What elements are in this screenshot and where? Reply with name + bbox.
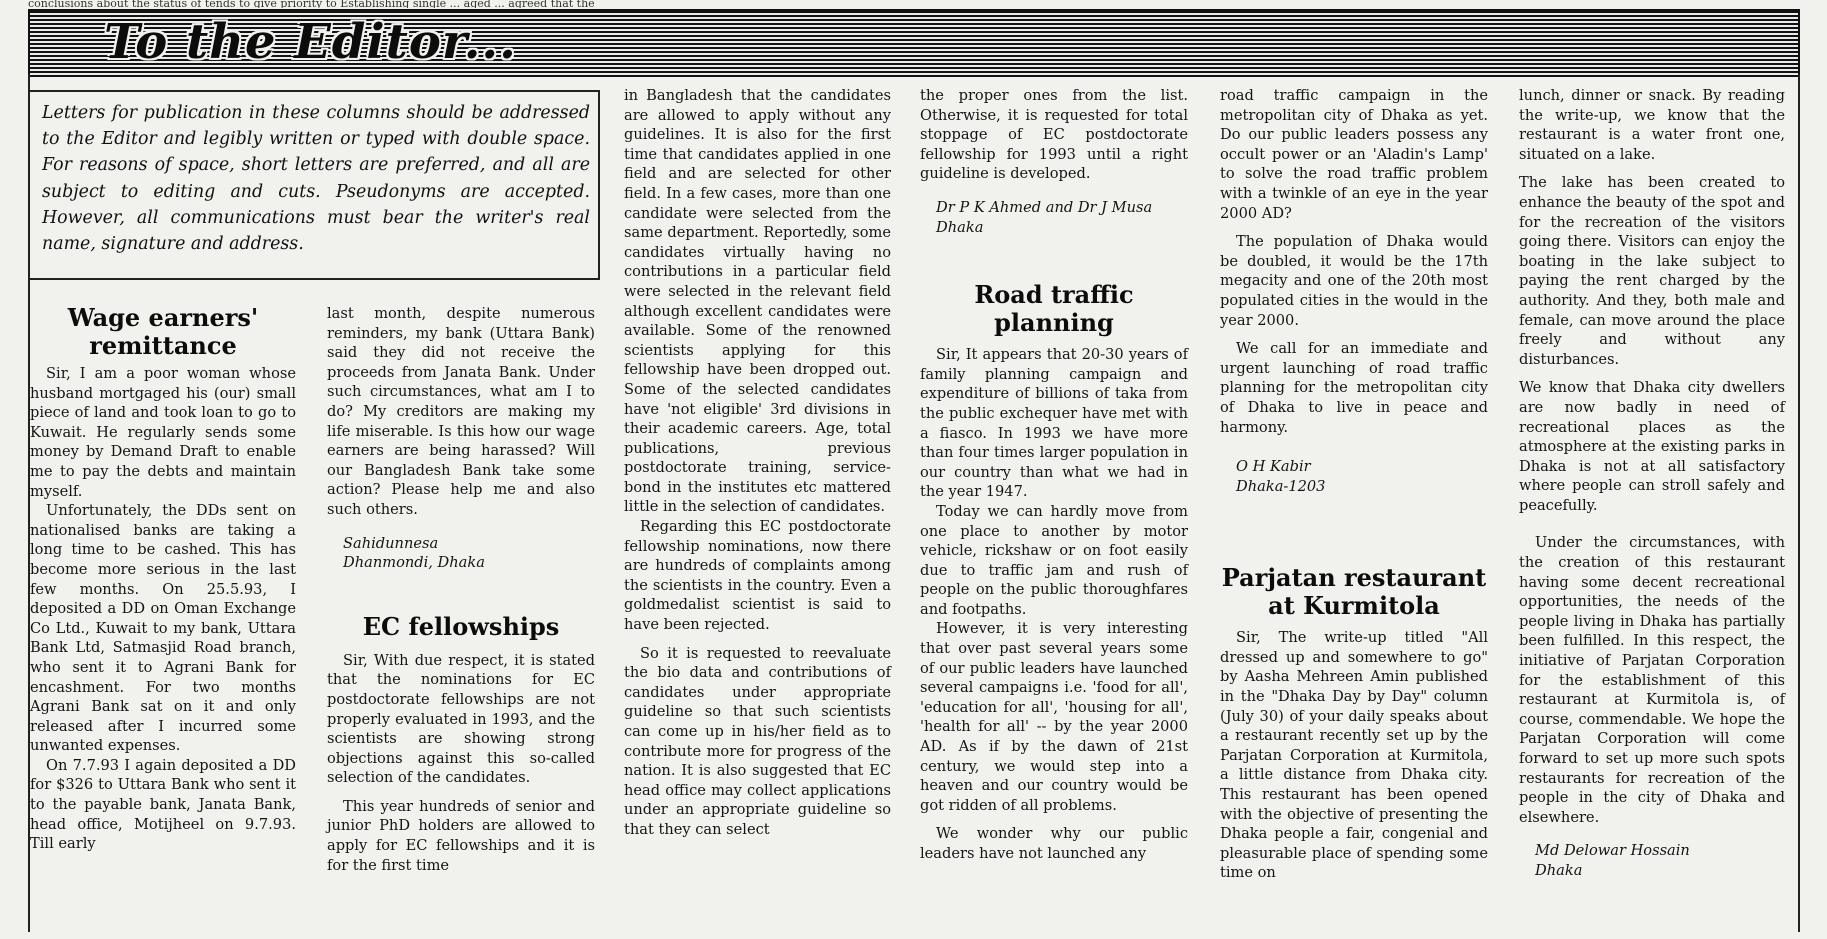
ec-heading: EC fellowships — [362, 611, 560, 641]
road-paragraph: road traffic campaign in the metropolitan city of Dhaka as yet. Do our public leaders possess any occult power or an 'Aladin's Lamp' to solve the road traffic problem with a twinkle of an eye in the year 2000 AD? — [1220, 87, 1488, 222]
parjatan-paragraph: The lake has been created to enhance the beauty of the spot and for the recreation of the visitors going there. Visitors can enjoy the boating in the lake subject to paying the rent charged by the authority. And they, both male and female, can move around the place freely and without any disturbances. — [1519, 174, 1785, 368]
road-paragraph: We wonder why our public leaders have not launched any — [920, 825, 1188, 862]
previous-article-cutoff-line: conclusions about the status of tends to give priority to Establishing single ... aged ... agreed that the — [28, 0, 595, 8]
column-3 — [624, 86, 891, 840]
parjatan-paragraph: Under the circumstances, with the creation of this restaurant having some decent recreational opportunities, the needs of the people living in Dhaka has partially been fulfilled. In this respect, the initiative of Parjatan Corporation for the establishment of this restaurant at Kurmitola is, of course, commendable. We hope the Parjatan Corporation will come forward to set up more such spots restaurants for recreation of the people in the city of Dhaka and elsewhere. — [1519, 534, 1785, 826]
parjatan-signature-place: Dhaka — [1535, 861, 1583, 879]
parjatan-paragraph: Sir, The write-up titled "All dressed up and somewhere to go" by Aasha Mehreen Amin published in the "Dhaka Day by Day" column (July 30) of your daily speaks about a restaurant recently set up by the Parjatan Corporation at Kurmitola, a little distance from Dhaka city. This restaurant has been opened with the objective of presenting the Dhaka people a fair, congenial and pleasurable place of spending some time on — [1220, 629, 1488, 882]
ec-paragraph: Sir, With due respect, it is stated that the nominations for EC postdoctorate fellowships are not properly evaluated in 1993, and the scientists are showing strong objections against this so-called selection of the candidates. — [327, 651, 595, 787]
road-paragraph: Today we can hardly move from one place to another by motor vehicle, rickshaw or on foot easily due to traffic jam and rush of people on the public thoroughfares and footpaths. — [920, 502, 1188, 618]
road-paragraph: However, it is very interesting that over past several years some of our public leaders have launched several campaigns i.e. 'food for all', 'education for all', 'housing for all', 'health for all' -- by the year 2000 AD. As if by the dawn of 21st century, we would step into a heaven and our country would be got ridden of all problems. — [920, 620, 1188, 814]
ec-paragraph: This year hundreds of senior and junior PhD holders are allowed to apply for EC fellowships and it is for the first time — [327, 797, 595, 874]
ec-paragraph: the proper ones from the list. Otherwise, it is requested for total stoppage of EC postdoctorate fellowship for 1993 until a right guideline is developed. — [920, 87, 1188, 183]
section-title: To the Editor... — [104, 14, 517, 70]
editor-notice-box: Letters for publication in these columns should be addressed to the Editor and legibly written or typed with double space. For reasons of space, short letters are preferred, and all are subject to editing and cuts. Pseudonyms are accepted. However, all communications must bear the writer's real name, signature and address. — [28, 90, 600, 280]
column-1 — [30, 304, 296, 854]
wage-paragraph: last month, despite numerous reminders, my bank (Uttara Bank) said they did not receive the proceeds from Janata Bank. Under such circumstances, what am I to do? My creditors are making my life miserable. Is this how our wage earners are being harassed? Will our Bangladesh Bank take some action? Please help me and also such others. — [327, 305, 595, 518]
wage-paragraph: Sir, I am a poor woman whose husband mortgaged his (our) small piece of land and took loan to go to Kuwait. He regularly sends some money by Demand Draft to enable me to pay the debts and maintain myself. — [30, 365, 296, 500]
column-2 — [327, 304, 595, 875]
wage-paragraph: Unfortunately, the DDs sent on nationalised banks are taking a long time to be cashed. This has become more serious in the last few months. On 25.5.93, I deposited a DD on Oman Exchange Co Ltd., Kuwait to my bank, Uttara Bank Ltd, Satmasjid Road branch, who sent it to Agrani Bank for encashment. For two months Agrani Bank sat on it and only released after I incurred some unwanted expenses. — [30, 502, 296, 755]
section-banner — [28, 9, 1800, 77]
ec-paragraph: So it is requested to reevaluate the bio data and contributions of candidates under appropriate guideline so that such scientists can come up in his/her field as to contribute more for progress of the nation. It is also suggested that EC head office may collect applications under an appropriate guideline so that they can select — [624, 644, 891, 838]
column-4 — [920, 86, 1188, 864]
wage-paragraph: On 7.7.93 I again deposited a DD for $326 to Uttara Bank who sent it to the payable bank, Janata Bank, head office, Motijheel on 9.7.93. Till early — [30, 756, 296, 853]
wage-heading: Wage earners' remittance — [67, 303, 259, 360]
parjatan-heading: Parjatan restaurant at Kurmitola — [1221, 563, 1487, 621]
ec-paragraph: in Bangladesh that the candidates are allowed to apply without any guidelines. It is also for the first time that candidates applied in one field and are selected for other field. In a few cases, more than one candidate were selected from the same department. Reportedly, some candidates virtually having no contributions in a particular field were selected in the relevant field although excellent candidates were available. Some of the renowned scientists applying for this fellowship have been dropped out. Some of the selected candidates have 'not eligible' 3rd divisions in their academic careers. Age, total publications, previous postdoctorate training, service-bond in the institutes etc mattered little in the selection of candidates. — [624, 87, 891, 516]
road-paragraph: The population of Dhaka would be doubled, it would be the 17th megacity and one of the 20th most populated cities in the would in the year 2000. — [1220, 233, 1488, 329]
column-5 — [1220, 86, 1488, 883]
ec-paragraph: Regarding this EC postdoctorate fellowship nominations, now there are hundreds of complaints among the scientists in the country. Even a goldmedalist scientist is said to have been rejected. — [624, 518, 891, 634]
road-paragraph: Sir, It appears that 20-30 years of family planning campaign and expenditure of billions of taka from the public exchequer have met with a fiasco. In 1993 we have more than four times larger population in our country than what we had in the year 1947. — [920, 346, 1188, 501]
road-heading: Road traffic planning — [974, 280, 1134, 338]
road-signature-place: Dhaka-1203 — [1236, 477, 1326, 495]
column-6 — [1519, 86, 1785, 881]
parjatan-paragraph: We know that Dhaka city dwellers are now badly in need of recreational places as the atmosphere at the existing parks in Dhaka is not at all satisfactory where people can stroll safely and peacefully. — [1519, 379, 1785, 514]
ec-signature-place: Dhaka — [936, 218, 984, 236]
road-signature-name: O H Kabir — [1236, 458, 1311, 476]
ec-signature-name: Dr P K Ahmed and Dr J Musa — [936, 198, 1153, 216]
parjatan-paragraph: lunch, dinner or snack. By reading the write-up, we know that the restaurant is a water front one, situated on a lake. — [1519, 87, 1785, 163]
parjatan-signature-name: Md Delowar Hossain — [1535, 842, 1690, 860]
wage-signature-place: Dhanmondi, Dhaka — [343, 554, 485, 572]
wage-signature-name: Sahidunnesa — [343, 534, 439, 552]
road-paragraph: We call for an immediate and urgent launching of road traffic planning for the metropolitan city of Dhaka to live in peace and harmony. — [1220, 340, 1488, 436]
